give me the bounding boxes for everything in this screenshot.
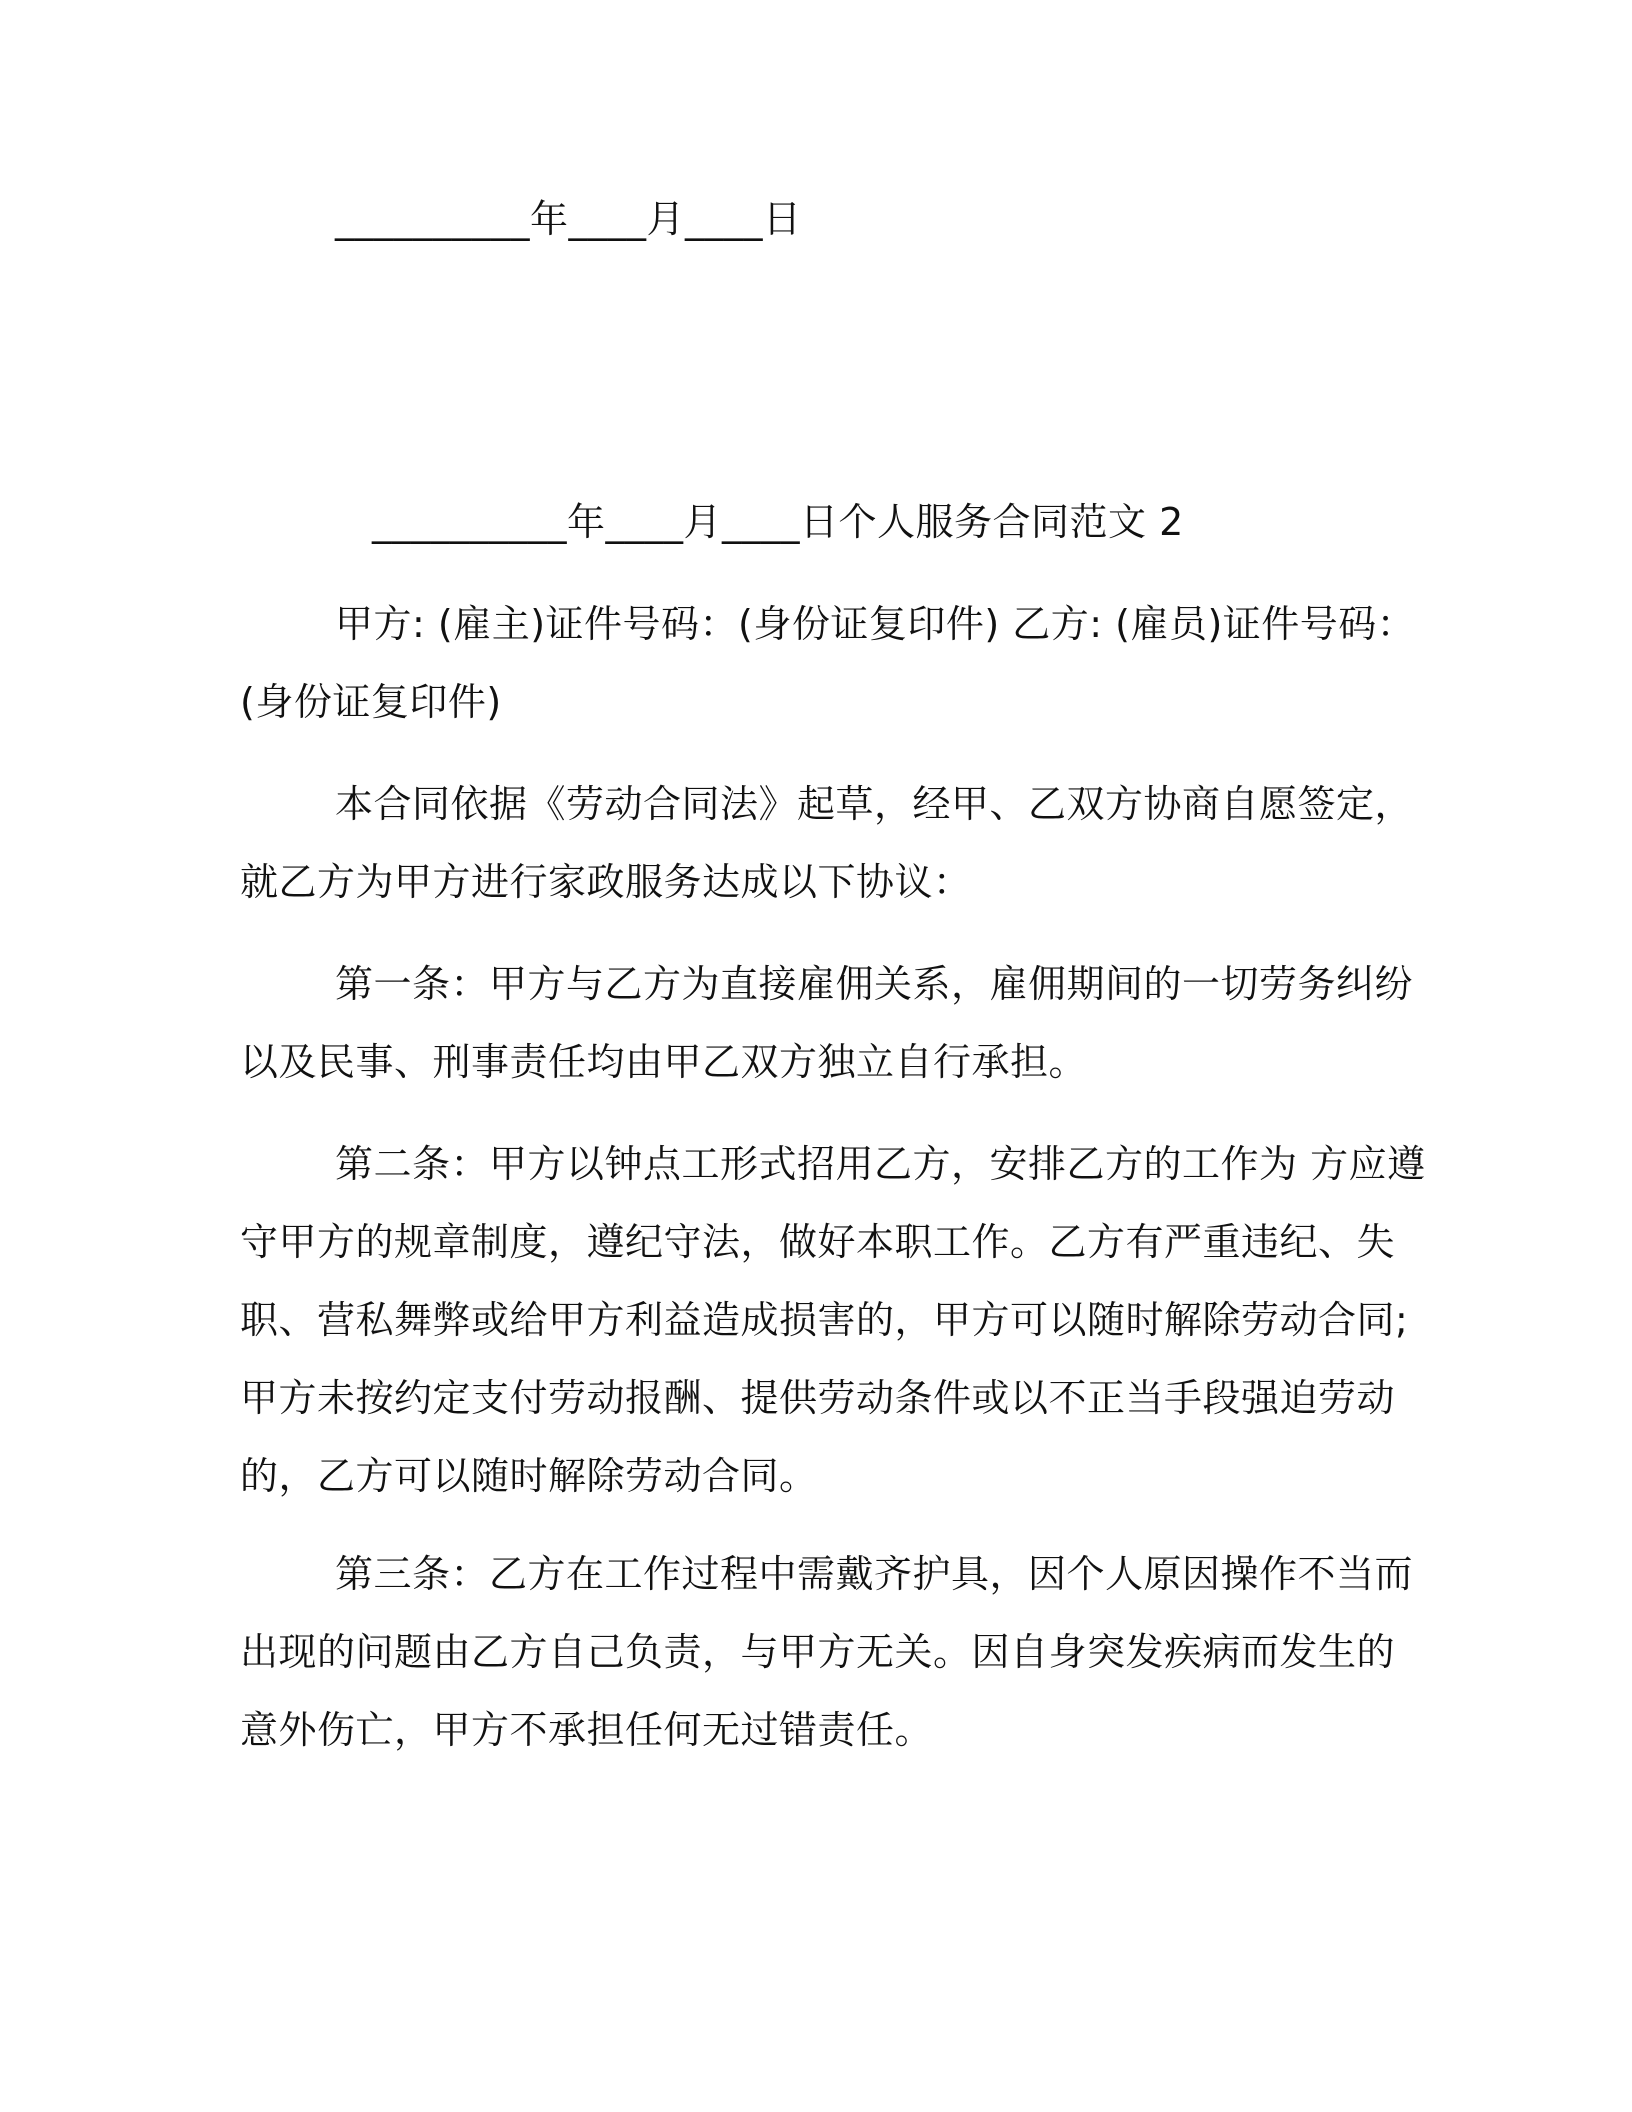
article-2-paragraph <box>240 1125 1426 1515</box>
date-line-text: __________年____月____日 <box>335 197 802 241</box>
article-2-line-4: 甲方未按约定支付劳动报酬、提供劳动条件或以不正当手段强迫劳动 <box>240 1376 1396 1420</box>
article-3-line-2: 出现的问题由乙方自己负责，与甲方无关。因自身突发疾病而发生的 <box>240 1630 1396 1674</box>
contract-heading-text: __________年____月____日个人服务合同范文 2 <box>372 500 1184 544</box>
intro-line-2: 就乙方为甲方进行家政服务达成以下协议： <box>240 860 972 904</box>
article-1-line-2: 以及民事、刑事责任均由甲乙双方独立自行承担。 <box>240 1040 1088 1084</box>
contract-heading <box>372 483 1522 561</box>
article-2-line-5: 的，乙方可以随时解除劳动合同。 <box>240 1454 818 1498</box>
intro-paragraph <box>240 765 1414 921</box>
article-3-line-3: 意外伤亡，甲方不承担任何无过错责任。 <box>240 1708 934 1752</box>
parties-paragraph <box>240 585 1416 741</box>
article-1-line-1: 第一条：甲方与乙方为直接雇佣关系，雇佣期间的一切劳务纠纷 <box>335 962 1414 1006</box>
article-2-line-2: 守甲方的规章制度，遵纪守法，做好本职工作。乙方有严重违纪、失 <box>240 1220 1396 1264</box>
article-2-line-1: 第二条：甲方以钟点工形式招用乙方，安排乙方的工作为 方应遵 <box>335 1142 1426 1186</box>
article-1-paragraph <box>240 945 1414 1101</box>
intro-line-1: 本合同依据《劳动合同法》起草，经甲、乙双方协商自愿签定， <box>335 782 1414 826</box>
parties-line-1: 甲方: (雇主)证件号码：(身份证复印件) 乙方: (雇员)证件号码： <box>335 602 1416 646</box>
article-2-line-3: 职、营私舞弊或给甲方利益造成损害的，甲方可以随时解除劳动合同; <box>240 1298 1409 1342</box>
date-line <box>335 180 1485 258</box>
article-3-line-1: 第三条：乙方在工作过程中需戴齐护具，因个人原因操作不当而 <box>335 1552 1414 1596</box>
article-3-paragraph <box>240 1535 1414 1769</box>
parties-line-2: (身份证复印件) <box>240 680 502 724</box>
